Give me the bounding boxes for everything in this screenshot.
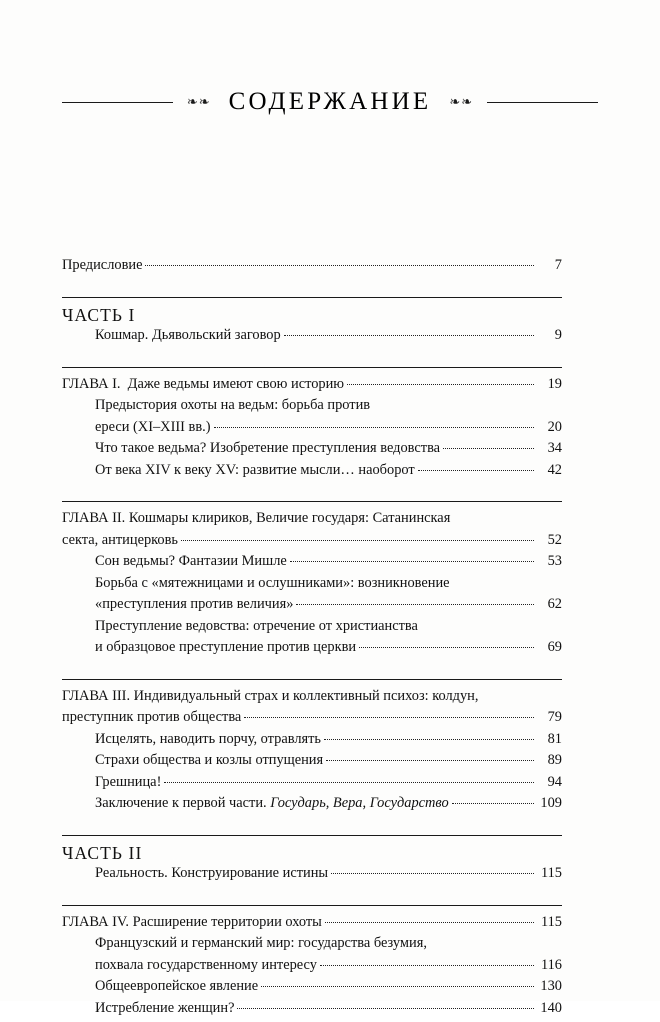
- toc-page-number: 34: [536, 441, 562, 455]
- toc-leader-dots: [296, 604, 534, 605]
- toc-entry[interactable]: [62, 307, 562, 329]
- toc-spacer: [62, 350, 562, 367]
- toc-header: [62, 88, 598, 116]
- toc-entry-title: секта, антицерковь: [62, 533, 178, 547]
- toc-entry-title: Истребление женщин?: [95, 1001, 234, 1015]
- toc-entry-row: [95, 441, 562, 463]
- toc-leader-dots: [325, 922, 534, 923]
- toc-entry-row: [62, 258, 562, 280]
- toc-page-number: 89: [536, 753, 562, 767]
- toc-entry-title: похвала государственному интересу: [95, 958, 317, 972]
- page-title: СОДЕРЖАНИЕ: [229, 88, 432, 116]
- toc-spacer: [62, 280, 562, 297]
- toc-entry-title: Кошмар. Дьявольский заговор: [95, 328, 281, 342]
- toc-entry[interactable]: [95, 554, 562, 576]
- toc-page-number: 42: [536, 463, 562, 477]
- toc-entry[interactable]: [95, 463, 562, 485]
- toc-leader-dots: [244, 717, 534, 718]
- toc-leader-dots: [452, 803, 534, 804]
- toc-entry[interactable]: [62, 258, 562, 280]
- toc-page-number: 79: [536, 710, 562, 724]
- toc-section-rule: [62, 905, 562, 906]
- toc-page-number: 9: [536, 328, 562, 342]
- toc-spacer: [62, 818, 562, 835]
- toc-entry-title: Заключение к первой части. Государь, Вера, Государство: [95, 796, 449, 810]
- toc-entry-row: [62, 533, 562, 555]
- toc-entry-line: Французский и германский мир: государства безумия,: [95, 936, 562, 958]
- toc-entry[interactable]: [95, 796, 562, 818]
- toc-entry[interactable]: [95, 866, 562, 888]
- header-rule-left: [62, 102, 173, 103]
- toc-spacer: [62, 662, 562, 679]
- toc-entry-title: ГЛАВА I. Даже ведьмы имеют свою историю: [62, 377, 344, 391]
- toc-page-number: 130: [536, 979, 562, 993]
- toc-entry-line: Борьба с «мятежницами и ослушниками»: возникновение: [95, 576, 562, 598]
- toc-entry-line: ГЛАВА III. Индивидуальный страх и коллективный психоз: колдун,: [62, 689, 562, 711]
- toc-entry-row: [95, 328, 562, 350]
- toc-entry[interactable]: [95, 441, 562, 463]
- toc-leader-dots: [320, 965, 534, 966]
- toc-leader-dots: [237, 1008, 534, 1009]
- toc-entry-row: [95, 463, 562, 485]
- toc-leader-dots: [290, 561, 534, 562]
- ornament-right-icon: ❧❧: [449, 95, 473, 108]
- toc-entry-title: Сон ведьмы? Фантазии Мишле: [95, 554, 287, 568]
- toc-entry-line: Предыстория охоты на ведьм: борьба против: [95, 398, 562, 420]
- toc-entry[interactable]: [95, 979, 562, 1001]
- toc-entry-title: От века XIV к веку XV: развитие мысли… наоборот: [95, 463, 415, 477]
- toc-page-number: 52: [536, 533, 562, 547]
- toc-page-number: 116: [536, 958, 562, 972]
- toc-entry-row: [95, 554, 562, 576]
- ornament-left-icon: ❧❧: [187, 95, 211, 108]
- toc-entry-title: Общеевропейское явление: [95, 979, 258, 993]
- toc-section-rule: [62, 297, 562, 298]
- toc-entry-row: [95, 958, 562, 980]
- toc-entry[interactable]: [62, 511, 562, 554]
- toc-entry-row: [62, 845, 562, 867]
- toc-entry[interactable]: [62, 377, 562, 399]
- toc-entry-title: Исцелять, наводить порчу, отравлять: [95, 732, 321, 746]
- toc-entry-line: Преступление ведовства: отречение от христианства: [95, 619, 562, 641]
- toc-section-rule: [62, 367, 562, 368]
- toc-entry-title: Страхи общества и козлы отпущения: [95, 753, 323, 767]
- toc-leader-dots: [181, 540, 534, 541]
- toc-leader-dots: [284, 335, 534, 336]
- toc-entry-title: и образцовое преступление против церкви: [95, 640, 356, 654]
- toc-entry-title: ЧАСТЬ II: [62, 845, 142, 863]
- toc-entry-row: [95, 979, 562, 1001]
- toc-leader-dots: [443, 448, 534, 449]
- toc-entry[interactable]: [95, 328, 562, 350]
- toc-leader-dots: [359, 647, 534, 648]
- toc-entry-title: «преступления против величия»: [95, 597, 293, 611]
- toc-entry-title: ГЛАВА IV. Расширение территории охоты: [62, 915, 322, 929]
- toc-entry[interactable]: [95, 576, 562, 619]
- toc-leader-dots: [331, 873, 534, 874]
- toc-entry-row: [95, 866, 562, 888]
- toc-entry-row: [95, 775, 562, 797]
- toc-entry[interactable]: [95, 732, 562, 754]
- toc-entry[interactable]: [95, 619, 562, 662]
- toc-page-number: 115: [536, 915, 562, 929]
- toc-entry-title-emphasis: Государь, Вера, Государство: [270, 795, 448, 811]
- toc-page-number: 7: [536, 258, 562, 272]
- toc-leader-dots: [261, 986, 534, 987]
- toc-leader-dots: [324, 739, 534, 740]
- toc-entry[interactable]: [95, 936, 562, 979]
- toc-leader-dots: [347, 384, 534, 385]
- toc-page-number: 62: [536, 597, 562, 611]
- toc-entry[interactable]: [95, 398, 562, 441]
- toc-entry[interactable]: [62, 915, 562, 937]
- toc-page-number: 19: [536, 377, 562, 391]
- toc-entry[interactable]: [62, 845, 562, 867]
- toc-entry-row: [62, 710, 562, 732]
- toc-entry-title: Что такое ведьма? Изобретение преступления ведовства: [95, 441, 440, 455]
- toc-section-rule: [62, 679, 562, 680]
- toc-entry-row: [95, 732, 562, 754]
- toc-entry[interactable]: [95, 775, 562, 797]
- toc-entry[interactable]: [95, 753, 562, 775]
- toc-entry-list: [62, 258, 562, 1022]
- toc-spacer: [62, 484, 562, 501]
- toc-entry[interactable]: [62, 689, 562, 732]
- toc-entry-row: [95, 753, 562, 775]
- toc-leader-dots: [145, 265, 534, 266]
- toc-leader-dots: [164, 782, 534, 783]
- toc-entry-row: [95, 640, 562, 662]
- toc-page-number: 81: [536, 732, 562, 746]
- toc-page-number: 53: [536, 554, 562, 568]
- toc-entry-row: [95, 796, 562, 818]
- toc-leader-dots: [214, 427, 534, 428]
- toc-entry-title: Реальность. Конструирование истины: [95, 866, 328, 880]
- toc-leader-dots: [326, 760, 534, 761]
- toc-entry-row: [62, 377, 562, 399]
- toc-entry-line: ГЛАВА II. Кошмары клириков, Величие государя: Сатанинская: [62, 511, 562, 533]
- toc-entry-row: [62, 307, 562, 329]
- toc-entry[interactable]: [95, 1001, 562, 1022]
- toc-entry-title: ереси (XI–XIII вв.): [95, 420, 211, 434]
- toc-section-rule: [62, 835, 562, 836]
- header-rule-right: [487, 102, 598, 103]
- toc-entry-row: [95, 420, 562, 442]
- toc-entry-row: [62, 915, 562, 937]
- toc-page-number: 109: [536, 796, 562, 810]
- toc-page-number: 115: [536, 866, 562, 880]
- toc-spacer: [62, 888, 562, 905]
- toc-page-number: 20: [536, 420, 562, 434]
- toc-entry-row: [95, 597, 562, 619]
- toc-entry-title: ЧАСТЬ I: [62, 307, 135, 325]
- toc-entry-title: Предисловие: [62, 258, 142, 272]
- toc-page-number: 140: [536, 1001, 562, 1015]
- toc-page-number: 94: [536, 775, 562, 789]
- toc-entry-row: [95, 1001, 562, 1022]
- toc-section-rule: [62, 501, 562, 502]
- toc-leader-dots: [418, 470, 534, 471]
- toc-page-number: 69: [536, 640, 562, 654]
- toc-entry-title: преступник против общества: [62, 710, 241, 724]
- toc-entry-title: Грешница!: [95, 775, 161, 789]
